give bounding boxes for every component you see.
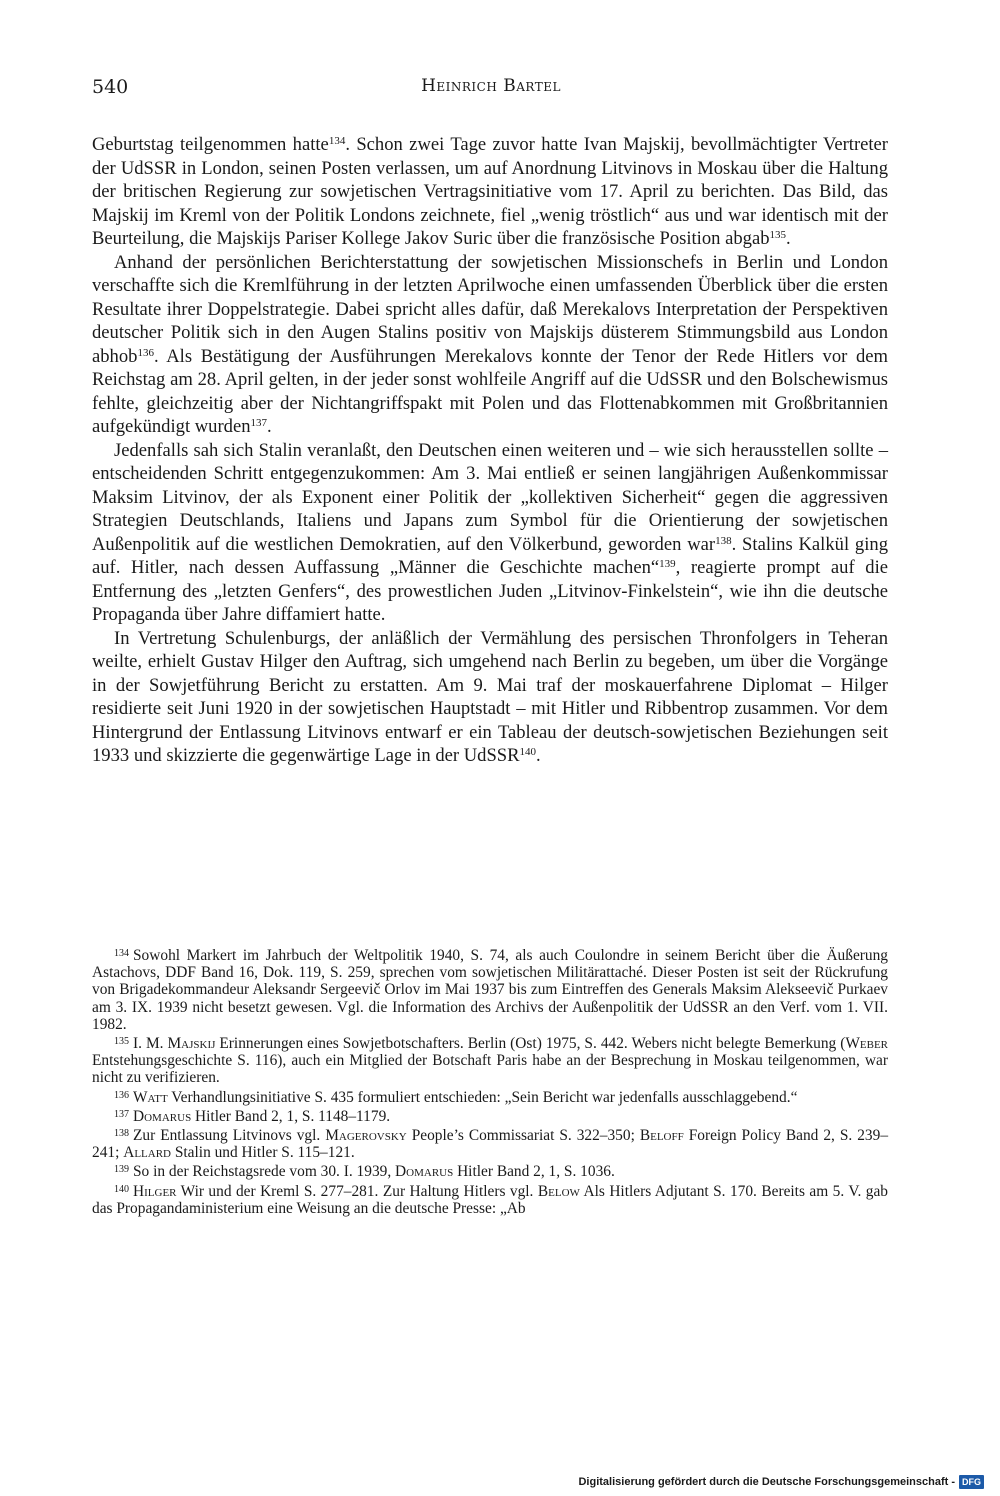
footnote bbox=[92, 1181, 888, 1217]
author-name: Weber bbox=[845, 1035, 888, 1053]
author-name: Beloff bbox=[639, 1127, 684, 1145]
text-run: Geburtstag teilgenommen hatte bbox=[92, 134, 329, 155]
footnote-number: 140 bbox=[114, 1183, 129, 1195]
text-run: Zur Entlassung Litvinovs vgl. bbox=[133, 1127, 326, 1145]
text-run: Sowohl Markert im Jahrbuch der Weltpolitik 1940, S. 74, als auch Coulondre in seinem Bericht über die Äußerung Astachovs, DDF Band 16, Dok. 119, S. 259, sprechen vom sowjetischen Militärattaché. Dieser Posten ist seit der Rückrufung von Brigadekommandeur Aleksandr Sergeevič Orlov im Mai 1937 bis zum Eintreffen des Generals Maksim Alekseevič Purkaev am 3. IX. 1939 nicht besetzt gewesen. Vgl. die Information des Archivs der Außenpolitik der UdSSR an den Verf. vom 1. VII. 1982. bbox=[92, 947, 888, 1033]
footnote-reference: 134 bbox=[328, 135, 346, 147]
footnote-reference: 136 bbox=[137, 346, 154, 359]
text-run: . Als Bestätigung der Ausführungen Merekalovs konnte der Tenor der Rede Hitlers vor dem Reichstag am 28. April gelten, in der jeder sonst wohlfeile Angriff auf die UdSSR und den Bolschewismus fehlte, gleichzeitig aber der Nichtangriffspakt mit Polen und das Flottenabkommen mit Großbritannien aufgekündigt wurden bbox=[92, 345, 888, 437]
footnote-number: 139 bbox=[114, 1164, 129, 1176]
footnote bbox=[92, 1125, 888, 1161]
text-run: . bbox=[267, 416, 272, 437]
author-name: Below bbox=[537, 1182, 580, 1200]
text-run: . bbox=[786, 228, 791, 249]
author-name: Domarus bbox=[133, 1107, 192, 1125]
footnote-number: 137 bbox=[114, 1108, 129, 1120]
author-name: Domarus bbox=[395, 1163, 454, 1181]
author-name: Allard bbox=[123, 1144, 171, 1162]
page-number: 540 bbox=[92, 76, 129, 98]
footnote bbox=[92, 1161, 888, 1180]
footnote-reference: 138 bbox=[715, 534, 732, 547]
text-run: Stalin und Hitler S. 115–121. bbox=[171, 1144, 355, 1162]
body-text bbox=[92, 133, 888, 768]
text-run: Hitler Band 2, 1, S. 1148–1179. bbox=[191, 1107, 391, 1125]
author-name: I. M. Majskij bbox=[133, 1035, 216, 1053]
footnote bbox=[92, 1106, 888, 1125]
text-run: Verhandlungsinitiative S. 435 formuliert entschieden: „Sein Bericht war jedenfalls ausschlaggebend.“ bbox=[167, 1088, 798, 1106]
footnote-number: 136 bbox=[114, 1089, 129, 1101]
footnotes bbox=[92, 945, 888, 1217]
footnote bbox=[92, 1087, 888, 1106]
paragraph bbox=[92, 251, 888, 439]
footnote-number: 138 bbox=[114, 1128, 129, 1140]
footnote-reference: 137 bbox=[250, 417, 268, 429]
author-name: Watt bbox=[133, 1088, 168, 1106]
footnote bbox=[92, 945, 888, 1033]
text-run: Entstehungsgeschichte S. 116), auch ein Mitglied der Botschaft Paris habe an der Besprechung in Moskau teilgenommen, war nicht zu verifizieren. bbox=[92, 1052, 888, 1087]
text-run: Wir und der Kreml S. 277–281. Zur Haltung Hitlers vgl. bbox=[176, 1182, 538, 1200]
text-run: Als Hitlers Adjutant S. 170. Bereits am 5. V. gab das Propagandaministerium eine Weisung an die deutsche Presse: „Ab bbox=[92, 1182, 889, 1217]
credit-text: Digitalisierung gefördert durch die Deutsche Forschungsgemeinschaft - bbox=[578, 1476, 955, 1488]
text-run: , reagierte prompt auf die Entfernung des „letzten Genfers“, des prowestlichen Juden „Litvinov-Finkelstein“, wie ihn die deutsche Propaganda über Jahre diffamiert hatte. bbox=[92, 557, 888, 625]
text-run: Erinnerungen eines Sowjetbotschafters. Berlin (Ost) 1975, S. 442. Webers nicht belegte Bemerkung ( bbox=[215, 1035, 846, 1053]
text-run: . Stalins Kalkül ging auf. Hitler, nach dessen Auffassung „Männer die Geschichte machen“ bbox=[92, 533, 888, 578]
text-run: Hitler Band 2, 1, S. 1036. bbox=[453, 1163, 615, 1181]
dfg-logo-icon: DFG bbox=[959, 1475, 984, 1489]
text-run: Foreign Policy Band 2, S. 239–241; bbox=[92, 1127, 889, 1162]
text-run: Anhand der persönlichen Berichterstattung der sowjetischen Missionschefs in Berlin und London verschaffte sich die Kremlführung in der letzten Aprilwoche einen umfassenden Überblick über die ersten Resultate ihrer Doppelstrategie. Dabei spricht alles dafür, daß Merekalovs Interpretation der Perspektiven deutscher Politik sich in den Augen Stalins positiv von Majskijs düsterem Stimmungsbild aus London abhob bbox=[92, 251, 888, 367]
text-run: People’s Commissariat S. 322–350; bbox=[406, 1127, 640, 1145]
text-run: In Vertretung Schulenburgs, der anläßlich der Vermählung des persischen Thronfolgers in Teheran weilte, erhielt Gustav Hilger den Auftrag, sich umgehend nach Berlin zu begeben, um über die Vorgänge in der Sowjetführung Bericht zu erstatten. Am 9. Mai traf der moskauerfahrene Diplomat – Hilger residierte seit Juni 1920 in der sowjetischen Hauptstadt – mit Hitler und Ribbentrop zusammen. Vor dem Hintergrund der Entlassung Litvinovs entwarf er ein Tableau der deutsch-sowjetischen Beziehungen seit 1933 und skizzierte die gegenwärtige Lage in der UdSSR bbox=[92, 627, 888, 766]
footnote-reference: 135 bbox=[769, 229, 786, 241]
text-run: . Schon zwei Tage zuvor hatte Ivan Majskij, bevollmächtigter Vertreter der UdSSR in London, seinen Posten verlassen, um auf Anordnung Litvinovs in Moskau über die Haltung der britischen Regierung zur sowjetischen Vertragsinitiative vom 17. April zu berichten. Das Bild, das Majskij im Kreml von der Politik Londons zeichnete, fiel „wenig tröstlich“ aus und war identisch mit der Beurteilung, die Majskijs Pariser Kollege Jakov Suric über die französische Position abgab bbox=[92, 134, 889, 249]
text-run: . bbox=[536, 745, 541, 766]
footnote bbox=[92, 1033, 888, 1087]
paragraph bbox=[92, 439, 888, 627]
footnote-number: 135 bbox=[114, 1036, 129, 1048]
paragraph bbox=[92, 627, 888, 768]
paragraph bbox=[92, 133, 888, 251]
text-run: So in der Reichstagsrede vom 30. I. 1939, bbox=[133, 1163, 396, 1181]
footnote-reference: 140 bbox=[519, 746, 537, 758]
digitization-credit bbox=[578, 1474, 984, 1490]
running-head: Heinrich Bartel bbox=[421, 76, 561, 96]
text-run: Jedenfalls sah sich Stalin veranlaßt, den Deutschen einen weiteren und – wie sich herausstellen sollte – entscheidenden Schritt entgegenzukommen: Am 3. Mai entließ er seinen langjährigen Außenkommissar Maksim Litvinov, der als Exponent einer Politik der „kollektiven Sicherheit“ gegen die aggressiven Strategien Deutschlands, Italiens und Japans zum Symbol für die Orientierung der sowjetischen Außenpolitik auf die westlichen Demokratien, auf den Völkerbund, geworden war bbox=[92, 439, 888, 555]
footnote-number: 134 bbox=[114, 948, 129, 959]
page-header bbox=[92, 76, 890, 102]
author-name: Hilger bbox=[133, 1182, 177, 1200]
footnote-reference: 139 bbox=[659, 558, 676, 570]
author-name: Magerovsky bbox=[325, 1127, 407, 1145]
